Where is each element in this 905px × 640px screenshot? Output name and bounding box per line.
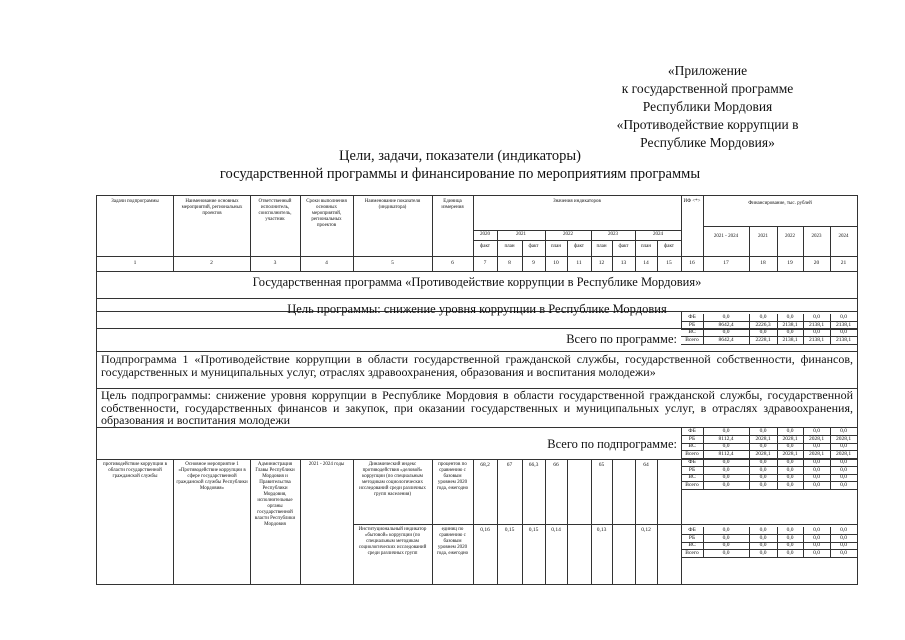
fin-value: 0,0 [759, 481, 767, 488]
header-if: ИФ <*> [683, 199, 701, 204]
fin-value: 0,0 [722, 459, 730, 465]
fin-value: 0,0 [759, 542, 767, 548]
fin-value: 2028,1 [835, 450, 852, 457]
fin-source: ФБ [688, 428, 696, 434]
ind1-2021-fact: 66,3 [528, 462, 539, 468]
column-number: 20 [813, 260, 820, 266]
fin-value: 8642,4 [718, 336, 734, 343]
fin-value: 2138,1 [835, 336, 852, 343]
subprogram-goal: Цель подпрограммы: снижение уровня коррупции в Республике Мордовия в области государственной гражданской службы, государственной собственности, государственных финансов и закупок, при оказании государственных и муниципальных услуг, в отраслях здравоохранения, образования и воспитания молодежи [101, 388, 853, 427]
fin-value: 0,0 [840, 329, 847, 335]
ind1-2021-plan: 67 [506, 462, 513, 468]
fin-value: 2226,3 [755, 321, 771, 328]
fin-value: 0,0 [813, 481, 820, 488]
appendix-note [600, 62, 815, 152]
fin-value: 0,0 [722, 542, 730, 548]
column-number: 13 [620, 260, 627, 266]
fin-value: 0,0 [759, 428, 767, 434]
title-line-2: государственной программы и финансирование по мероприятиям программы [219, 166, 701, 182]
row-executor: Администрация Главы Республики Мордовия и Правительства Республики Мордовия, исполнительные органы государственной власти Республики Мордовия [254, 462, 296, 527]
fin-source: Всего [685, 450, 699, 457]
fin-value: 2138,1 [782, 321, 798, 328]
header-terms: Сроки выполнения основных мероприятий, региональных проектов [306, 199, 347, 228]
fin-value: 0,0 [813, 549, 820, 556]
fin-value: 0,0 [786, 314, 794, 320]
fin-value: 2028,1 [782, 435, 798, 442]
sub-col: план [550, 244, 562, 249]
fin-year: 2021 [758, 234, 768, 239]
row-term: 2021 - 2024 годы [308, 462, 345, 467]
column-number: 7 [483, 260, 487, 266]
column-number: 10 [553, 260, 559, 266]
fin-value: 0,0 [786, 549, 794, 556]
total-sub-label: Всего по подпрограмме: [547, 437, 677, 451]
row-measure: Основное мероприятие 1 «Противодействие коррупции в сфере государственной гражданской службы Республики Мордовия» [176, 462, 248, 491]
ind2-2020-fact: 0,16 [480, 527, 490, 533]
fin-source: Всего [685, 336, 699, 343]
fin-value: 0,0 [786, 474, 794, 480]
program-row: Государственная программа «Противодействие коррупции в Республике Мордовия» [252, 275, 702, 289]
ind2-2024-plan: 0,12 [641, 527, 651, 533]
fin-value: 0,0 [759, 443, 767, 449]
fin-value: 0,0 [759, 459, 767, 465]
sub-col: факт [618, 244, 629, 249]
fin-value: 0,0 [759, 466, 767, 473]
fin-value: 0,0 [813, 443, 820, 449]
fin-source: РБ [688, 435, 696, 442]
fin-value: 8112,4 [718, 450, 734, 457]
fin-value: 0,0 [722, 428, 730, 434]
fin-source: ВС [688, 443, 696, 449]
title-line-1: Цели, задачи, показатели (индикаторы) [339, 148, 581, 164]
fin-source: РБ [688, 466, 696, 473]
indicator-1-unit: процентов по сравнению с базовым уровнем 2020 года, ежегодно [436, 462, 469, 491]
year-2021: 2021 [516, 232, 526, 237]
fin-value: 0,0 [813, 527, 820, 533]
fin-value: 0,0 [786, 534, 794, 541]
fin-year: 2022 [785, 234, 795, 239]
indicator-2-name: Институциональный индикатор «бытовой» коррупции (по специальным методикам социологических исследований среди различных групп [358, 527, 427, 556]
fin-value: 2028,1 [835, 435, 852, 442]
appendix-line: Республике Мордовия» [640, 135, 775, 150]
fin-value: 0,0 [722, 466, 730, 473]
column-number: 8 [508, 260, 511, 266]
sub-col: план [504, 244, 515, 249]
ind2-2021-plan: 0,15 [504, 527, 515, 533]
fin-value: 0,0 [759, 527, 767, 533]
column-number: 14 [643, 260, 649, 266]
fin-value: 0,0 [840, 534, 847, 541]
appendix-line: Республики Мордовия [642, 99, 773, 114]
fin-value: 0,0 [786, 459, 794, 465]
fin-value: 0,0 [813, 466, 820, 473]
fin-value: 0,0 [786, 527, 794, 533]
fin-value: 0,0 [840, 428, 847, 434]
header-measures: Наименование основных мероприятий, региональных проектов [181, 199, 243, 216]
fin-value: 0,0 [722, 549, 730, 556]
fin-value: 0,0 [786, 466, 794, 473]
fin-value: 2028,1 [755, 435, 771, 442]
fin-value: 0,0 [722, 314, 730, 320]
fin-source: РБ [688, 534, 696, 541]
fin-value: 0,0 [722, 534, 730, 541]
sub-col: план [596, 244, 607, 249]
program-table [96, 195, 858, 585]
fin-value: 2028,1 [808, 450, 825, 457]
fin-value: 0,0 [813, 329, 820, 335]
column-number: 11 [576, 260, 582, 266]
column-number: 15 [666, 260, 672, 266]
fin-value: 2138,1 [782, 336, 798, 343]
appendix-line: «Противодействие коррупции в [616, 117, 799, 132]
fin-value: 0,0 [840, 527, 847, 533]
fin-value: 2028,1 [782, 450, 798, 457]
sub-col: факт [573, 244, 584, 249]
program-goal-row: Цель программы: снижение уровня коррупции в Республике Мордовия [287, 302, 667, 316]
fin-year: 2024 [838, 234, 849, 239]
fin-value: 2028,1 [808, 435, 825, 442]
column-number: 2 [210, 260, 213, 266]
header-unit: Единица измерения [441, 199, 464, 210]
fin-value: 0,0 [840, 459, 847, 465]
column-number: 16 [689, 260, 695, 266]
indicator-1-name: Динамический индекс противодействия «деловой» коррупции (по специальным методикам социологических исследований среди различных групп населения) [359, 462, 426, 497]
appendix-line: к государственной программе [621, 81, 794, 96]
year-2022: 2022 [563, 232, 573, 237]
column-number: 3 [273, 260, 277, 266]
fin-value: 0,0 [840, 466, 847, 473]
fin-value: 2138,1 [808, 336, 825, 343]
fin-value: 0,0 [722, 481, 730, 488]
column-number: 9 [532, 260, 535, 266]
column-number: 19 [787, 260, 793, 266]
fin-year: 2023 [811, 234, 822, 239]
column-number: 17 [723, 260, 729, 266]
subprogram-title: Подпрограмма 1 «Противодействие коррупции в области государственной гражданской службы, государственной собственности, финансов, государственных и муниципальных услуг, отраслях здравоохранения, образования и воспитания молодежи» [101, 352, 853, 379]
fin-value: 0,0 [786, 481, 794, 488]
fin-value: 0,0 [722, 443, 730, 449]
header-executor: Ответственный исполнитель, соисполнитель, участник [258, 199, 292, 222]
column-number: 6 [451, 260, 454, 266]
fin-source: ФБ [688, 527, 696, 533]
column-number: 1 [133, 260, 137, 266]
ind1-2020-fact: 68,2 [480, 462, 490, 468]
column-number: 12 [598, 260, 605, 266]
ind2-2023-plan: 0,13 [596, 527, 607, 533]
fin-value: 0,0 [840, 542, 847, 548]
column-number: 4 [325, 260, 328, 266]
sub-col: факт [663, 244, 674, 249]
header-values: Значения индикаторов [553, 199, 601, 204]
fin-value: 0,0 [813, 314, 820, 320]
ind1-2022-plan: 66 [553, 462, 559, 468]
total-program-label: Всего по программе: [566, 332, 677, 346]
indicator-2-unit: единиц по сравнению с базовым уровнем 2020 года, ежегодно [436, 527, 469, 556]
ind1-2023-plan: 65 [598, 462, 605, 468]
column-number: 21 [840, 260, 847, 266]
fin-value: 0,0 [722, 474, 730, 480]
fin-value: 0,0 [840, 474, 847, 480]
column-number: 5 [391, 260, 394, 266]
fin-source: Всего [685, 549, 699, 556]
fin-year: 2021 - 2024 [713, 234, 739, 239]
fin-value: 0,0 [840, 314, 847, 320]
fin-value: 0,0 [813, 542, 820, 548]
fin-value: 0,0 [759, 534, 767, 541]
fin-value: 8112,4 [718, 435, 734, 442]
fin-source: ВС [688, 474, 696, 480]
fin-value: 0,0 [759, 329, 767, 335]
ind2-2022-plan: 0,14 [551, 527, 561, 533]
fin-value: 2228,1 [755, 336, 771, 343]
header-financing: Финансирование, тыс. рублей [748, 201, 812, 206]
fin-source: ВС [688, 329, 696, 335]
document-title [150, 147, 770, 183]
fin-value: 0,0 [759, 474, 767, 480]
header-indicator: Наименование показателя (индикатора) [364, 199, 421, 210]
column-number: 18 [760, 260, 766, 266]
fin-value: 2138,1 [835, 321, 852, 328]
fin-value: 0,0 [759, 549, 767, 556]
fin-value: 0,0 [840, 481, 847, 488]
ind1-2024-plan: 64 [643, 462, 649, 468]
fin-value: 8642,4 [718, 321, 734, 328]
year-2024: 2024 [653, 232, 663, 237]
year-2020: 2020 [480, 232, 490, 237]
fin-value: 0,0 [813, 474, 820, 480]
fin-value: 0,0 [840, 443, 847, 449]
header-tasks: Задачи подпрограммы [111, 199, 159, 204]
fin-value: 0,0 [786, 329, 794, 335]
fin-value: 0,0 [759, 314, 767, 320]
appendix-line: «Приложение [667, 63, 748, 78]
ind2-2021-fact: 0,15 [528, 527, 539, 533]
fin-value: 0,0 [722, 527, 730, 533]
fin-value: 2028,1 [755, 450, 771, 457]
fin-value: 0,0 [722, 329, 730, 335]
fin-value: 0,0 [813, 428, 820, 434]
fin-value: 2138,1 [808, 321, 825, 328]
fin-value: 0,0 [786, 428, 794, 434]
year-2023: 2023 [608, 232, 618, 237]
fin-value: 0,0 [786, 443, 794, 449]
fin-source: РБ [688, 321, 696, 328]
fin-value: 0,0 [786, 542, 794, 548]
fin-source: ФБ [688, 459, 696, 465]
sub-col: план [640, 244, 652, 249]
fin-source: ФБ [688, 314, 696, 320]
sub-col: факт [479, 244, 490, 249]
fin-value: 0,0 [813, 459, 820, 465]
fin-source: ВС [688, 542, 696, 548]
fin-source: Всего [685, 481, 699, 488]
fin-value: 0,0 [840, 549, 847, 556]
sub-col: факт [528, 244, 539, 249]
row-task: противодействие коррупции в области государственной гражданской службы [103, 462, 167, 479]
fin-value: 0,0 [813, 534, 820, 541]
